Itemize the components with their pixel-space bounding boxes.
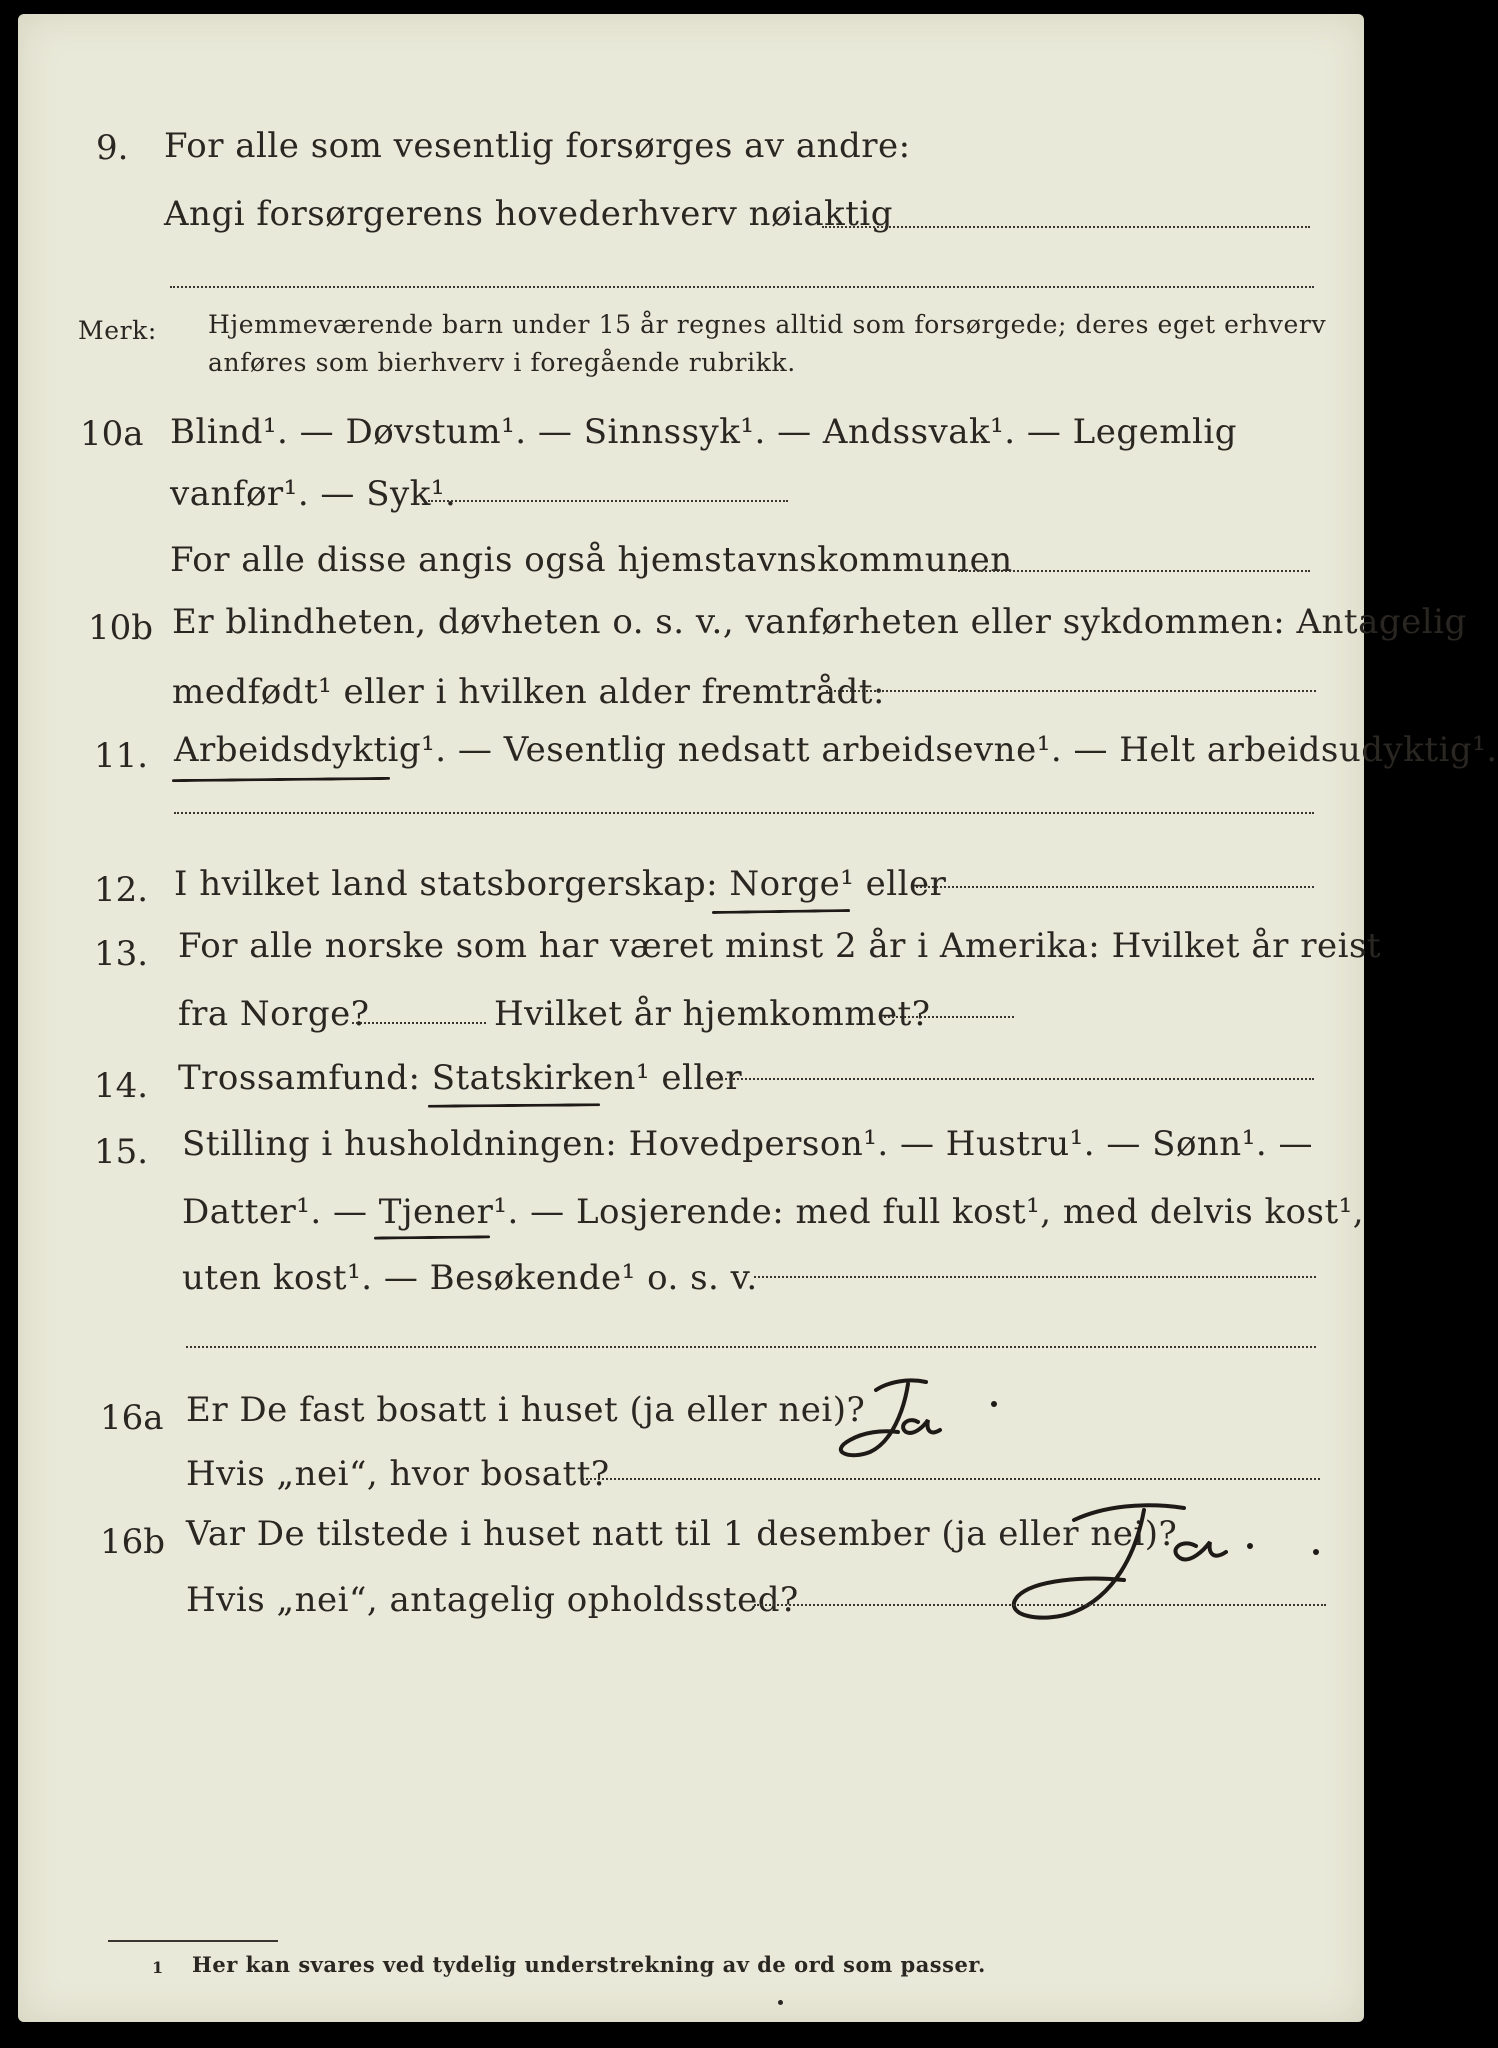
footnote-text: Her kan svares ved tydelig understrekning av de ord som passer.: [192, 1952, 986, 1977]
question-number-12: 12.: [94, 870, 149, 910]
q9-text-line2: Angi forsørgerens hovederhverv nøiaktig: [164, 194, 894, 234]
question-number-10a: 10a: [80, 414, 144, 454]
q16b-text-line2: Hvis „nei“, antagelig opholdssted?: [186, 1580, 799, 1620]
q11-handwritten-underline: [172, 777, 390, 782]
q13-text-line2a: fra Norge?: [178, 994, 370, 1034]
q14-text-line1: Trossamfund: Statskirken¹ eller: [178, 1058, 743, 1098]
q10b-text-line1: Er blindheten, døvheten o. s. v., vanførheten eller sykdommen: Antagelig: [172, 602, 1467, 642]
note-text-line1: Hjemmeværende barn under 15 år regnes alltid som forsørgede; deres eget erhverv: [208, 310, 1327, 339]
q15-text-line3: uten kost¹. — Besøkende¹ o. s. v.: [182, 1258, 758, 1298]
q10a-sick-answer-line[interactable]: [428, 500, 788, 502]
q16b-text-line1: Var De tilstede i huset natt til 1 desember (ja eller nei)?: [186, 1514, 1178, 1554]
q10b-answer-line[interactable]: [826, 690, 1316, 692]
census-form-page: [18, 14, 1498, 2022]
q14-handwritten-underline: [428, 1103, 600, 1108]
q11-text-line1: Arbeidsdyktig¹. — Vesentlig nedsatt arbeidsevne¹. — Helt arbeidsudyktig¹.: [174, 730, 1498, 770]
q15-text-line1: Stilling i husholdningen: Hovedperson¹. — Hustru¹. — Sønn¹. —: [182, 1124, 1313, 1164]
q10a-text-line3: For alle disse angis også hjemstavnskommunen: [170, 540, 1013, 580]
ink-speck: [778, 2000, 783, 2005]
q15-handwritten-underline: [374, 1235, 490, 1239]
question-number-16b: 16b: [100, 1522, 166, 1562]
q16a-residence-answer-line[interactable]: [582, 1478, 1320, 1480]
q10a-text-line1: Blind¹. — Døvstum¹. — Sinnssyk¹. — Andssvak¹. — Legemlig: [170, 412, 1237, 452]
footnote-divider: [108, 1940, 278, 1942]
q15-text-line2: Datter¹. — Tjener¹. — Losjerende: med full kost¹, med delvis kost¹,: [182, 1192, 1365, 1232]
question-number-14: 14.: [94, 1066, 149, 1106]
q16a-text-line1: Er De fast bosatt i huset (ja eller nei)?: [186, 1390, 866, 1430]
question-number-11: 11.: [94, 736, 149, 776]
q15-answer-line[interactable]: [754, 1276, 1316, 1278]
q10a-municipality-answer-line[interactable]: [958, 570, 1310, 572]
question-number-9: 9.: [96, 128, 129, 168]
q12-text-line1: I hvilket land statsborgerskap: Norge¹ eller: [174, 864, 947, 904]
q13-departure-year-line[interactable]: [352, 1022, 486, 1024]
q9-answer-line[interactable]: [822, 226, 1310, 228]
q11-answer-line[interactable]: [174, 812, 1314, 814]
question-number-15: 15.: [94, 1132, 149, 1172]
note-text-line2: anføres som bierhverv i foregående rubrikk.: [208, 348, 796, 377]
q14-answer-line[interactable]: [706, 1078, 1314, 1080]
q16a-text-line2: Hvis „nei“, hvor bosatt?: [186, 1454, 610, 1494]
q13-return-year-line[interactable]: [884, 1016, 1014, 1018]
q16b-whereabouts-answer-line[interactable]: [754, 1604, 1326, 1606]
q13-text-line1: For alle norske som har været minst 2 år i Amerika: Hvilket år reist: [178, 926, 1382, 966]
q13-text-line2b: Hvilket år hjemkommet?: [494, 994, 931, 1034]
q10a-text-line2: vanfør¹. — Syk¹.: [170, 474, 457, 514]
footnote-mark: 1: [152, 1958, 164, 1977]
q16a-handwritten-answer-ja: [758, 1360, 1018, 1480]
q12-answer-line[interactable]: [916, 886, 1314, 888]
q10b-text-line2: medfødt¹ eller i hvilken alder fremtrådt:: [172, 672, 885, 712]
q12-handwritten-underline: [712, 909, 850, 914]
q15-answer-line-2[interactable]: [186, 1346, 1316, 1348]
question-number-10b: 10b: [88, 608, 154, 648]
note-label: Merk:: [78, 316, 157, 345]
q9-text-line1: For alle som vesentlig forsørges av andre:: [164, 126, 911, 166]
q9-answer-line-2[interactable]: [170, 286, 1314, 288]
question-number-13: 13.: [94, 934, 149, 974]
question-number-16a: 16a: [100, 1398, 164, 1438]
q16b-handwritten-answer-ja: [974, 1484, 1334, 1644]
